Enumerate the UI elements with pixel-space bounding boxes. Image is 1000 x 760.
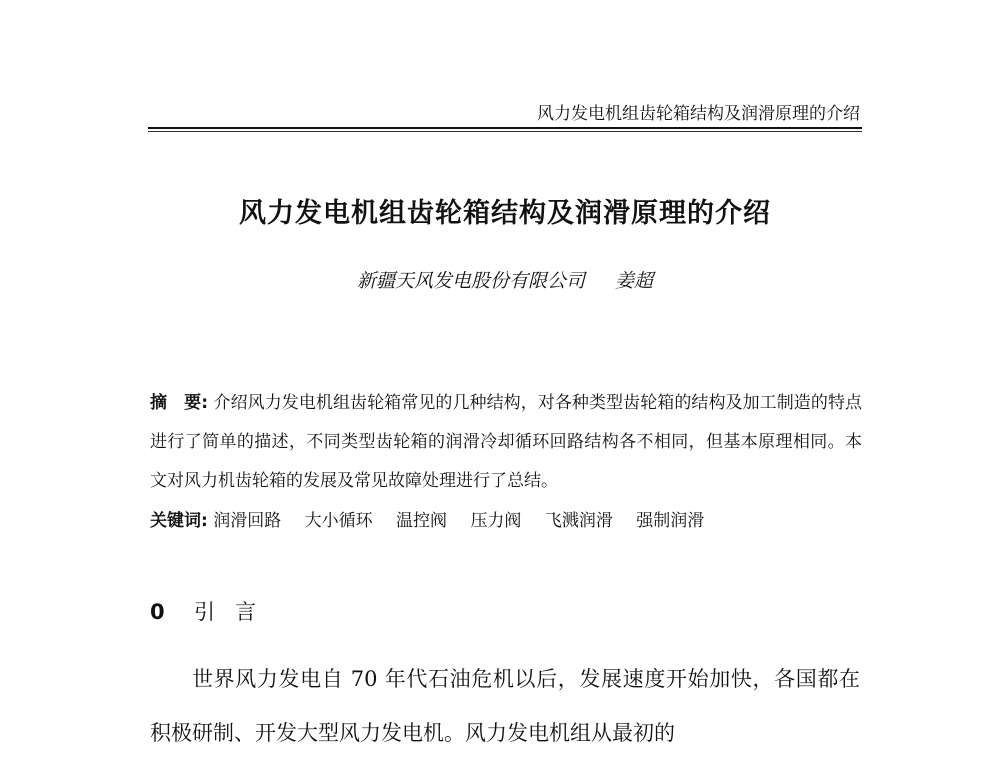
abstract: [150, 384, 862, 501]
abstract-label: 摘 要:: [150, 393, 209, 413]
body-paragraph: 世界风力发电自 70 年代石油危机以后，发展速度开始加快，各国都在积极研制、开发大型风力发电机。风力发电机组从最初的: [150, 667, 860, 745]
keyword-item: 压力阀: [470, 511, 522, 531]
keyword-item: 飞溅润滑: [544, 511, 613, 531]
keyword-item: 润滑回路: [213, 511, 282, 531]
keyword-item: 大小循环: [304, 511, 373, 531]
running-header: 风力发电机组齿轮箱结构及润滑原理的介绍: [537, 104, 860, 124]
section-number: 0: [150, 600, 165, 624]
keywords: [150, 502, 862, 541]
section-heading: [150, 596, 276, 628]
section-title: 引言: [194, 600, 276, 624]
abstract-text: 介绍风力发电机组齿轮箱常见的几种结构，对各种类型齿轮箱的结构及加工制造的特点进行了简单的描述，不同类型齿轮箱的润滑冷却循环回路结构各不相同，但基本原理相同。本文对风力机齿轮箱的发展及常见故障处理进行了总结。: [150, 393, 863, 491]
author-line: [148, 266, 862, 296]
header-rule: [148, 127, 862, 129]
keyword-item: 温控阀: [396, 511, 448, 531]
author-name: 姜超: [615, 270, 654, 292]
paper-title: 风力发电机组齿轮箱结构及润滑原理的介绍: [239, 198, 771, 229]
keywords-label: 关键词:: [150, 511, 208, 531]
header-rule-thin: [148, 131, 862, 132]
keyword-item: 强制润滑: [636, 511, 705, 531]
author-affiliation: 新疆天风发电股份有限公司: [356, 270, 585, 292]
